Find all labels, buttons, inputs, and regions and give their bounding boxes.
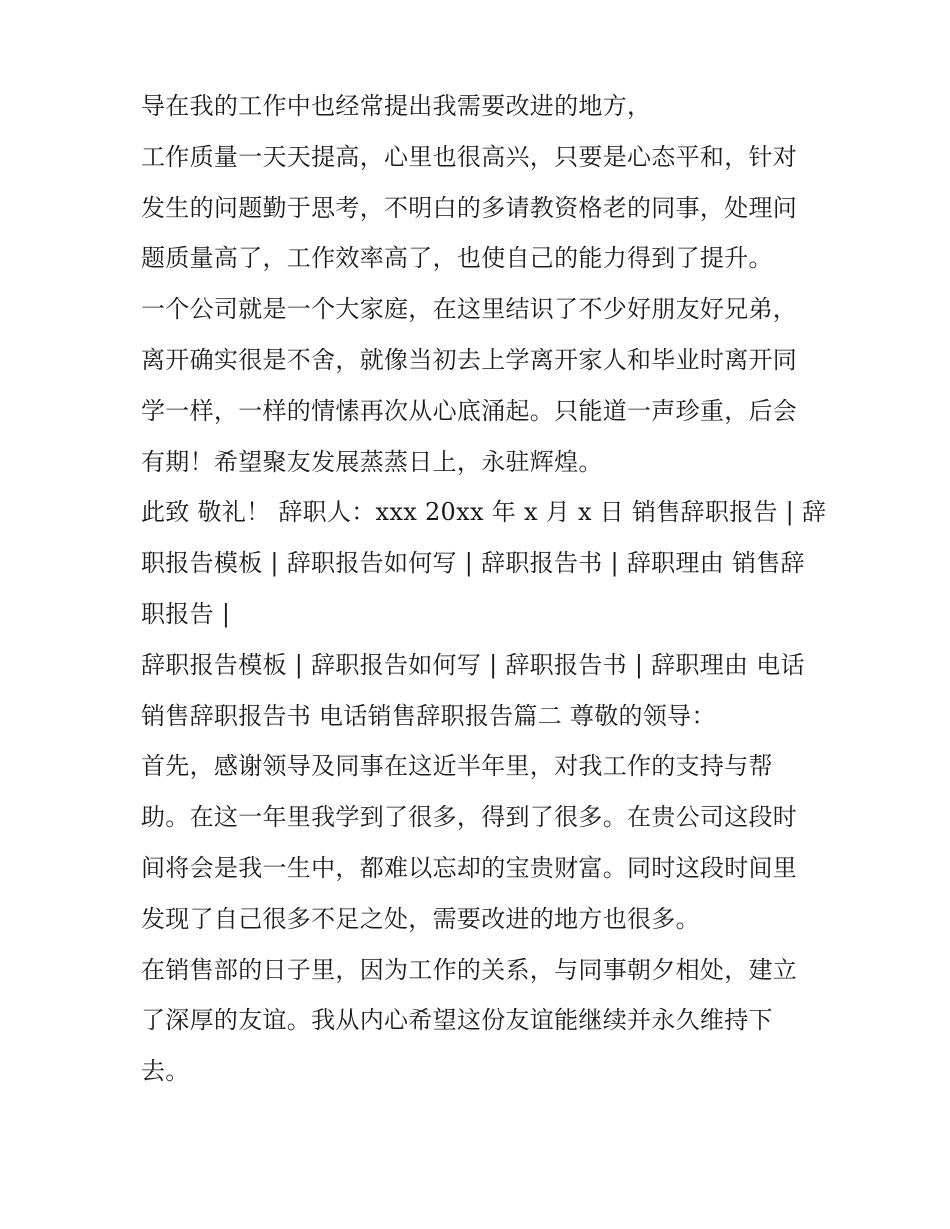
text-line: 学一样，一样的情愫再次从心底涌起。只能道一声珍重，后会 [141, 396, 798, 425]
text-line: 间将会是我一生中，都难以忘却的宝贵财富。同时这段时间里 [141, 853, 798, 882]
text-line: 去。 [141, 1057, 190, 1086]
text-line: 职报告 | [141, 599, 231, 628]
text-line: 了深厚的友谊。我从内心希望这份友谊能继续并永久维持下 [141, 1006, 773, 1035]
text-line: 职报告模板 | 辞职报告如何写 | 辞职报告书 | 辞职理由 销售辞 [141, 549, 805, 578]
text-line: 工作质量一天天提高，心里也很高兴，只要是心态平和，针对 [141, 142, 798, 171]
text-line: 此致 敬礼！ 辞职人：xxx 20xx 年 x 月 x 日 销售辞职报告 | 辞 [141, 498, 827, 527]
text-line: 助。在这一年里我学到了很多，得到了很多。在贵公司这段时 [141, 803, 798, 832]
text-line: 首先，感谢领导及同事在这近半年里，对我工作的支持与帮 [141, 752, 773, 781]
text-line: 辞职报告模板 | 辞职报告如何写 | 辞职报告书 | 辞职理由 电话 [141, 650, 805, 679]
text-line: 题质量高了，工作效率高了，也使自己的能力得到了提升。 [141, 244, 773, 273]
text-line: 一个公司就是一个大家庭，在这里结识了不少好朋友好兄弟， [141, 295, 798, 324]
text-line: 发现了自己很多不足之处，需要改进的地方也很多。 [141, 904, 700, 933]
text-line: 有期！希望聚友发展蒸蒸日上，永驻辉煌。 [141, 447, 603, 476]
document-body [141, 92, 827, 1097]
text-line: 在销售部的日子里，因为工作的关系，与同事朝夕相处，建立 [141, 955, 798, 984]
text-line: 销售辞职报告书 电话销售辞职报告篇二 尊敬的领导： [141, 701, 716, 730]
text-line: 导在我的工作中也经常提出我需要改进的地方， [141, 92, 652, 120]
text-line: 发生的问题勤于思考，不明白的多请教资格老的同事，处理问 [141, 193, 798, 222]
text-line: 离开确实很是不舍，就像当初去上学离开家人和毕业时离开同 [141, 345, 798, 374]
